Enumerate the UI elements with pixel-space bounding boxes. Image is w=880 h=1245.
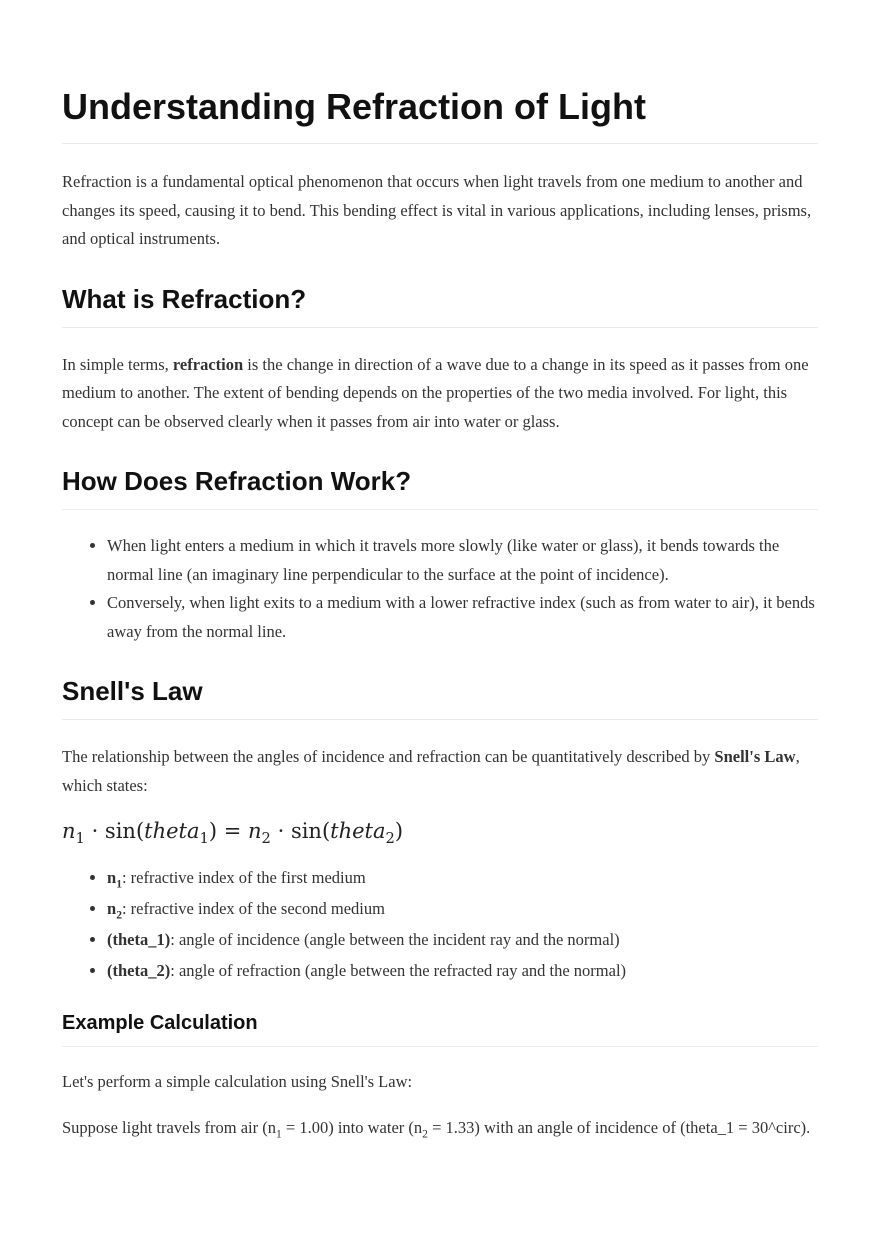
f: theta — [330, 819, 386, 843]
bold-term: Snell's Law — [714, 747, 796, 766]
term: (theta_1) — [107, 930, 171, 949]
example-intro: Let's perform a simple calculation using Snell's Law: — [62, 1071, 413, 1091]
heading-snells-law: Snell's Law — [62, 671, 818, 720]
f: 2 — [385, 830, 395, 848]
page-title: Understanding Refraction of Light — [62, 80, 818, 144]
list-item — [107, 895, 818, 924]
term — [107, 868, 122, 891]
f: 1 — [75, 830, 85, 848]
variable-definitions — [62, 864, 818, 986]
heading-what-is-refraction: What is Refraction? — [62, 279, 818, 328]
f: ) — [394, 819, 404, 843]
list-item: • Conversely, when light exits to a medium with a lower refractive index (such as from water to air), it bends away from the normal line. — [107, 589, 818, 646]
f: = — [217, 819, 249, 843]
text: = 1.33) with an angle of incidence of (theta_1 = 30^circ). — [427, 1118, 811, 1137]
example-paragraph — [62, 1111, 818, 1145]
f: theta — [144, 819, 200, 843]
f: 2 — [261, 830, 271, 848]
bold-term: refraction — [172, 354, 244, 374]
f: sin( — [290, 819, 331, 843]
term — [107, 899, 122, 922]
desc: : refractive index of the second medium — [121, 899, 385, 918]
text: is the change in direction of a wave due to a change in its speed as it passes from one medium to another. The extent of bending depends on the properties of the two media involved. For light, this concept can be observed clearly when it passes from air into water or glass. — [62, 354, 809, 431]
t: n — [107, 868, 117, 887]
f: 1 — [199, 830, 209, 848]
text: = 1.00) into water (n — [281, 1118, 423, 1137]
list-item — [107, 957, 818, 986]
list-item: • When light enters a medium in which it travels more slowly (like water or glass), it bends towards the normal line (an imaginary line perpendicular to the surface at the point of incidence). — [107, 532, 818, 589]
desc: : angle of refraction (angle between the refracted ray and the normal) — [170, 961, 627, 980]
list-item — [107, 864, 818, 893]
text: Suppose light travels from air (n — [62, 1118, 277, 1137]
how-list — [62, 532, 818, 646]
f: sin( — [104, 819, 145, 843]
sub: 2 — [422, 1128, 428, 1141]
term: (theta_2) — [107, 961, 171, 980]
desc: : refractive index of the first medium — [121, 868, 366, 887]
snell-paragraph — [62, 743, 818, 800]
heading-example-calculation: Example Calculation — [62, 1008, 818, 1047]
heading-how-refraction-works: How Does Refraction Work? — [62, 461, 818, 510]
desc: : angle of incidence (angle between the incident ray and the normal) — [170, 930, 620, 949]
t: 1 — [116, 878, 122, 891]
text: , which states: — [62, 747, 800, 795]
f: · — [84, 819, 105, 843]
f: n — [248, 819, 262, 843]
snells-law-formula — [62, 814, 818, 848]
t: n — [107, 899, 117, 918]
f: n — [62, 819, 76, 843]
intro-paragraph: Refraction is a fundamental optical phenomenon that occurs when light travels from one medium to another and changes its speed, causing it to bend. This bending effect is vital in various applications, including lenses, prisms, and optical instruments. — [62, 172, 812, 248]
text: In simple terms, — [62, 354, 173, 374]
what-paragraph — [62, 351, 818, 437]
text: The relationship between the angles of incidence and refraction can be quantitatively described by — [62, 747, 715, 766]
f: · — [270, 819, 291, 843]
sub: 1 — [276, 1128, 282, 1141]
f: ) — [208, 819, 218, 843]
t: 2 — [116, 909, 122, 922]
list-item — [107, 926, 818, 955]
